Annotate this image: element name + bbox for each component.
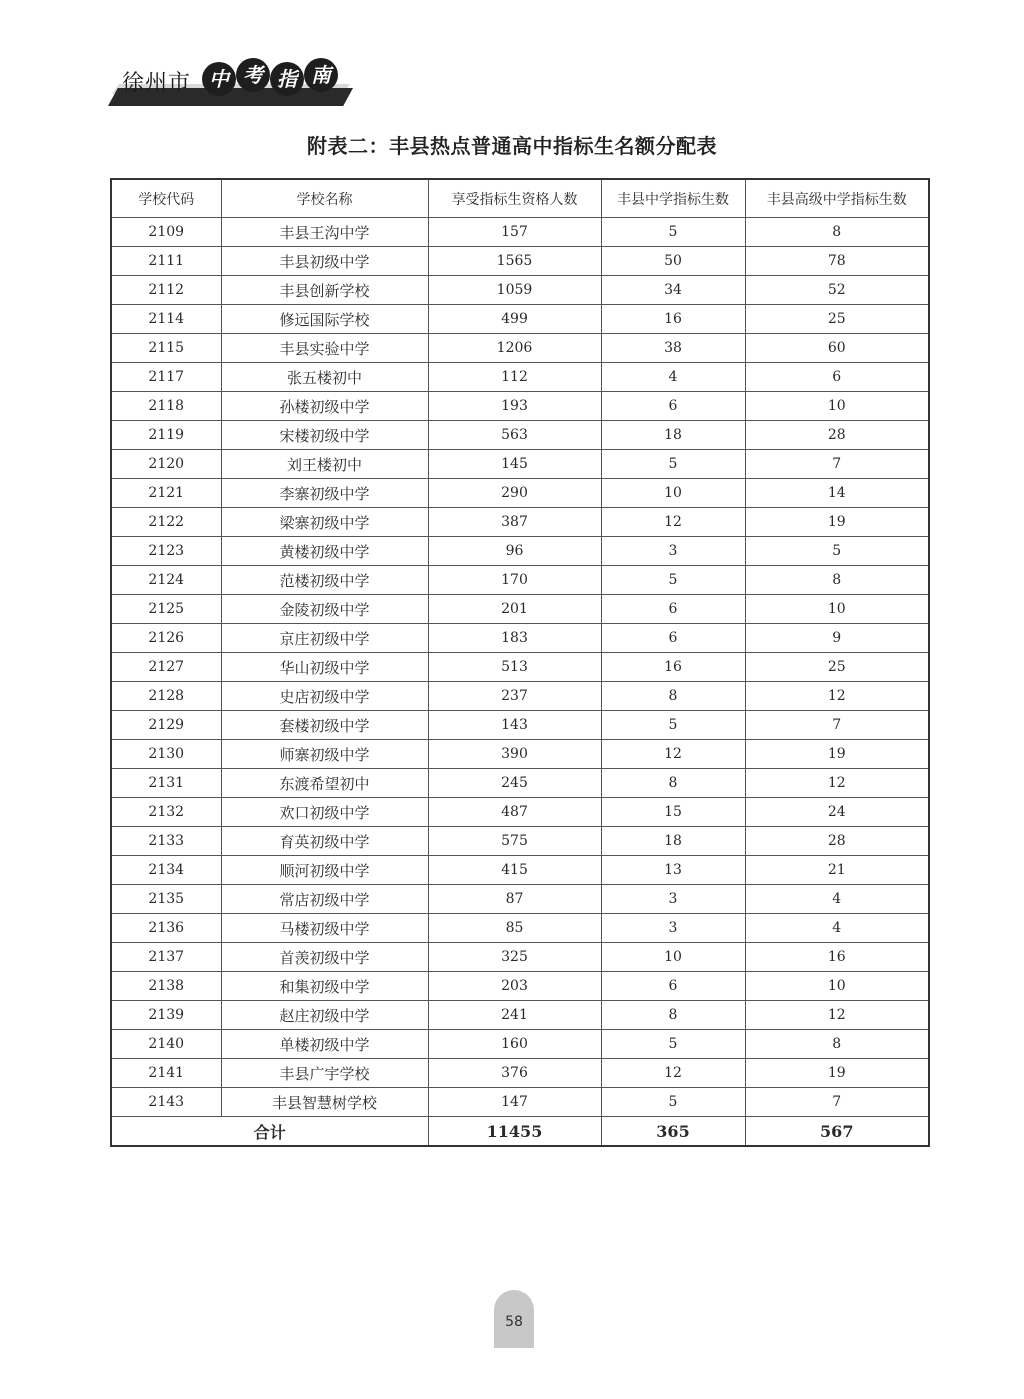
cell-fengxian-middle-quota: 8 bbox=[601, 769, 745, 798]
cell-fengxian-middle-quota: 10 bbox=[601, 479, 745, 508]
quota-table bbox=[110, 178, 930, 1147]
cell-school-code: 2126 bbox=[111, 624, 221, 653]
cell-school-code: 2143 bbox=[111, 1088, 221, 1117]
cell-eligible-count: 157 bbox=[428, 218, 601, 247]
cell-school-code: 2137 bbox=[111, 943, 221, 972]
header-fengxian-senior-quota: 丰县高级中学指标生数 bbox=[745, 179, 929, 218]
cell-school-name: 东渡希望初中 bbox=[221, 769, 428, 798]
cell-fengxian-senior-quota: 9 bbox=[745, 624, 929, 653]
cell-school-name: 丰县创新学校 bbox=[221, 276, 428, 305]
banner-city-label: 徐州市 bbox=[122, 71, 192, 96]
cell-school-name: 常店初级中学 bbox=[221, 885, 428, 914]
cell-eligible-count: 170 bbox=[428, 566, 601, 595]
cell-school-code: 2139 bbox=[111, 1001, 221, 1030]
cell-school-code: 2122 bbox=[111, 508, 221, 537]
cell-fengxian-senior-quota: 25 bbox=[745, 305, 929, 334]
cell-fengxian-middle-quota: 12 bbox=[601, 740, 745, 769]
header-eligible-count: 享受指标生资格人数 bbox=[428, 179, 601, 218]
cell-school-code: 2112 bbox=[111, 276, 221, 305]
page-number-tab bbox=[494, 1290, 534, 1348]
cell-fengxian-middle-quota: 34 bbox=[601, 276, 745, 305]
header-banner bbox=[108, 58, 358, 108]
cell-school-name: 首羡初级中学 bbox=[221, 943, 428, 972]
cell-eligible-count: 85 bbox=[428, 914, 601, 943]
cell-fengxian-senior-quota: 12 bbox=[745, 769, 929, 798]
page-number: 58 bbox=[505, 1314, 523, 1330]
cell-eligible-count: 499 bbox=[428, 305, 601, 334]
cell-school-code: 2131 bbox=[111, 769, 221, 798]
cell-fengxian-middle-quota: 5 bbox=[601, 450, 745, 479]
cell-school-code: 2140 bbox=[111, 1030, 221, 1059]
header-school-code: 学校代码 bbox=[111, 179, 221, 218]
cell-fengxian-senior-quota: 28 bbox=[745, 421, 929, 450]
cell-eligible-count: 290 bbox=[428, 479, 601, 508]
banner-char-1: 中 bbox=[202, 62, 236, 96]
cell-school-name: 修远国际学校 bbox=[221, 305, 428, 334]
banner-char-2: 考 bbox=[236, 58, 270, 92]
cell-school-name: 史店初级中学 bbox=[221, 682, 428, 711]
table-row bbox=[111, 508, 929, 537]
header-fengxian-middle-quota: 丰县中学指标生数 bbox=[601, 179, 745, 218]
cell-fengxian-middle-quota: 16 bbox=[601, 653, 745, 682]
table-row bbox=[111, 566, 929, 595]
cell-fengxian-middle-quota: 5 bbox=[601, 1088, 745, 1117]
cell-school-code: 2121 bbox=[111, 479, 221, 508]
cell-fengxian-middle-quota: 12 bbox=[601, 508, 745, 537]
cell-fengxian-senior-quota: 16 bbox=[745, 943, 929, 972]
table-row bbox=[111, 421, 929, 450]
cell-fengxian-senior-quota: 52 bbox=[745, 276, 929, 305]
cell-fengxian-senior-quota: 10 bbox=[745, 595, 929, 624]
cell-school-code: 2117 bbox=[111, 363, 221, 392]
cell-fengxian-middle-quota: 5 bbox=[601, 711, 745, 740]
cell-school-name: 和集初级中学 bbox=[221, 972, 428, 1001]
table-row bbox=[111, 914, 929, 943]
cell-fengxian-middle-quota: 50 bbox=[601, 247, 745, 276]
cell-school-code: 2130 bbox=[111, 740, 221, 769]
cell-fengxian-middle-quota: 5 bbox=[601, 1030, 745, 1059]
cell-school-name: 梁寨初级中学 bbox=[221, 508, 428, 537]
cell-school-name: 李寨初级中学 bbox=[221, 479, 428, 508]
table-header-row bbox=[111, 179, 929, 218]
table-row bbox=[111, 885, 929, 914]
cell-school-code: 2133 bbox=[111, 827, 221, 856]
cell-school-name: 华山初级中学 bbox=[221, 653, 428, 682]
cell-eligible-count: 183 bbox=[428, 624, 601, 653]
cell-fengxian-senior-quota: 14 bbox=[745, 479, 929, 508]
cell-fengxian-middle-quota: 3 bbox=[601, 537, 745, 566]
cell-fengxian-senior-quota: 7 bbox=[745, 711, 929, 740]
cell-eligible-count: 513 bbox=[428, 653, 601, 682]
table-row bbox=[111, 769, 929, 798]
cell-school-name: 范楼初级中学 bbox=[221, 566, 428, 595]
table-row bbox=[111, 247, 929, 276]
table-row bbox=[111, 479, 929, 508]
cell-fengxian-senior-quota: 8 bbox=[745, 1030, 929, 1059]
table-row bbox=[111, 624, 929, 653]
cell-fengxian-senior-quota: 60 bbox=[745, 334, 929, 363]
cell-eligible-count: 1059 bbox=[428, 276, 601, 305]
cell-eligible-count: 387 bbox=[428, 508, 601, 537]
table-row bbox=[111, 1001, 929, 1030]
cell-fengxian-senior-quota: 19 bbox=[745, 740, 929, 769]
cell-eligible-count: 87 bbox=[428, 885, 601, 914]
cell-school-name: 师寨初级中学 bbox=[221, 740, 428, 769]
cell-fengxian-middle-quota: 18 bbox=[601, 421, 745, 450]
table-row bbox=[111, 711, 929, 740]
cell-school-name: 丰县初级中学 bbox=[221, 247, 428, 276]
cell-school-name: 张五楼初中 bbox=[221, 363, 428, 392]
table-row bbox=[111, 972, 929, 1001]
table-row bbox=[111, 798, 929, 827]
cell-eligible-count: 415 bbox=[428, 856, 601, 885]
cell-fengxian-senior-quota: 10 bbox=[745, 392, 929, 421]
table-row bbox=[111, 856, 929, 885]
cell-fengxian-middle-quota: 5 bbox=[601, 566, 745, 595]
table-row bbox=[111, 392, 929, 421]
cell-school-code: 2125 bbox=[111, 595, 221, 624]
table-row bbox=[111, 450, 929, 479]
cell-fengxian-middle-quota: 12 bbox=[601, 1059, 745, 1088]
banner-char-3: 指 bbox=[270, 62, 304, 96]
cell-eligible-count: 325 bbox=[428, 943, 601, 972]
cell-school-code: 2119 bbox=[111, 421, 221, 450]
total-label: 合计 bbox=[111, 1117, 428, 1147]
cell-fengxian-middle-quota: 6 bbox=[601, 972, 745, 1001]
cell-fengxian-middle-quota: 18 bbox=[601, 827, 745, 856]
cell-fengxian-senior-quota: 12 bbox=[745, 1001, 929, 1030]
cell-school-name: 育英初级中学 bbox=[221, 827, 428, 856]
cell-school-name: 马楼初级中学 bbox=[221, 914, 428, 943]
cell-school-code: 2109 bbox=[111, 218, 221, 247]
cell-eligible-count: 201 bbox=[428, 595, 601, 624]
cell-fengxian-senior-quota: 8 bbox=[745, 566, 929, 595]
cell-school-name: 京庄初级中学 bbox=[221, 624, 428, 653]
cell-fengxian-senior-quota: 4 bbox=[745, 885, 929, 914]
cell-eligible-count: 241 bbox=[428, 1001, 601, 1030]
cell-school-code: 2118 bbox=[111, 392, 221, 421]
cell-eligible-count: 390 bbox=[428, 740, 601, 769]
table-row bbox=[111, 305, 929, 334]
header-school-name: 学校名称 bbox=[221, 179, 428, 218]
cell-eligible-count: 145 bbox=[428, 450, 601, 479]
cell-school-name: 丰县王沟中学 bbox=[221, 218, 428, 247]
cell-eligible-count: 203 bbox=[428, 972, 601, 1001]
banner-char-4: 南 bbox=[304, 58, 338, 92]
cell-fengxian-middle-quota: 6 bbox=[601, 392, 745, 421]
table-row bbox=[111, 1030, 929, 1059]
table-row bbox=[111, 1059, 929, 1088]
cell-school-code: 2115 bbox=[111, 334, 221, 363]
cell-fengxian-senior-quota: 10 bbox=[745, 972, 929, 1001]
cell-school-code: 2129 bbox=[111, 711, 221, 740]
cell-fengxian-senior-quota: 8 bbox=[745, 218, 929, 247]
table-row bbox=[111, 740, 929, 769]
cell-school-name: 套楼初级中学 bbox=[221, 711, 428, 740]
cell-school-code: 2123 bbox=[111, 537, 221, 566]
cell-eligible-count: 147 bbox=[428, 1088, 601, 1117]
cell-eligible-count: 575 bbox=[428, 827, 601, 856]
cell-fengxian-middle-quota: 10 bbox=[601, 943, 745, 972]
cell-fengxian-middle-quota: 13 bbox=[601, 856, 745, 885]
table-row bbox=[111, 334, 929, 363]
cell-school-code: 2127 bbox=[111, 653, 221, 682]
cell-school-code: 2128 bbox=[111, 682, 221, 711]
cell-school-name: 黄楼初级中学 bbox=[221, 537, 428, 566]
cell-fengxian-senior-quota: 4 bbox=[745, 914, 929, 943]
cell-school-name: 宋楼初级中学 bbox=[221, 421, 428, 450]
table-row bbox=[111, 218, 929, 247]
total-fengxian-senior-quota: 567 bbox=[745, 1117, 929, 1147]
cell-eligible-count: 563 bbox=[428, 421, 601, 450]
table-row bbox=[111, 653, 929, 682]
table-row bbox=[111, 827, 929, 856]
cell-fengxian-senior-quota: 21 bbox=[745, 856, 929, 885]
table-row bbox=[111, 276, 929, 305]
table-row bbox=[111, 682, 929, 711]
cell-school-code: 2132 bbox=[111, 798, 221, 827]
cell-school-code: 2141 bbox=[111, 1059, 221, 1088]
cell-school-name: 赵庄初级中学 bbox=[221, 1001, 428, 1030]
table-row bbox=[111, 1088, 929, 1117]
cell-fengxian-senior-quota: 78 bbox=[745, 247, 929, 276]
cell-school-code: 2114 bbox=[111, 305, 221, 334]
cell-school-code: 2124 bbox=[111, 566, 221, 595]
cell-eligible-count: 237 bbox=[428, 682, 601, 711]
cell-eligible-count: 160 bbox=[428, 1030, 601, 1059]
cell-fengxian-senior-quota: 24 bbox=[745, 798, 929, 827]
cell-fengxian-middle-quota: 6 bbox=[601, 624, 745, 653]
cell-fengxian-middle-quota: 8 bbox=[601, 1001, 745, 1030]
cell-school-name: 丰县智慧树学校 bbox=[221, 1088, 428, 1117]
cell-fengxian-middle-quota: 16 bbox=[601, 305, 745, 334]
cell-fengxian-senior-quota: 19 bbox=[745, 508, 929, 537]
cell-school-code: 2111 bbox=[111, 247, 221, 276]
cell-eligible-count: 143 bbox=[428, 711, 601, 740]
total-fengxian-middle-quota: 365 bbox=[601, 1117, 745, 1147]
cell-school-name: 欢口初级中学 bbox=[221, 798, 428, 827]
cell-school-code: 2138 bbox=[111, 972, 221, 1001]
cell-fengxian-senior-quota: 6 bbox=[745, 363, 929, 392]
table-row bbox=[111, 943, 929, 972]
cell-school-code: 2120 bbox=[111, 450, 221, 479]
cell-eligible-count: 1206 bbox=[428, 334, 601, 363]
cell-school-name: 刘王楼初中 bbox=[221, 450, 428, 479]
cell-fengxian-middle-quota: 6 bbox=[601, 595, 745, 624]
table-row bbox=[111, 595, 929, 624]
cell-fengxian-senior-quota: 12 bbox=[745, 682, 929, 711]
cell-eligible-count: 96 bbox=[428, 537, 601, 566]
table-body bbox=[111, 218, 929, 1147]
cell-eligible-count: 376 bbox=[428, 1059, 601, 1088]
cell-fengxian-senior-quota: 19 bbox=[745, 1059, 929, 1088]
cell-fengxian-middle-quota: 38 bbox=[601, 334, 745, 363]
table-row bbox=[111, 537, 929, 566]
page-title: 附表二：丰县热点普通高中指标生名额分配表 bbox=[307, 134, 717, 158]
cell-school-name: 丰县实验中学 bbox=[221, 334, 428, 363]
cell-fengxian-senior-quota: 28 bbox=[745, 827, 929, 856]
table-total-row bbox=[111, 1117, 929, 1147]
cell-fengxian-senior-quota: 7 bbox=[745, 450, 929, 479]
cell-school-code: 2135 bbox=[111, 885, 221, 914]
cell-fengxian-middle-quota: 5 bbox=[601, 218, 745, 247]
cell-eligible-count: 193 bbox=[428, 392, 601, 421]
cell-school-code: 2136 bbox=[111, 914, 221, 943]
cell-fengxian-senior-quota: 7 bbox=[745, 1088, 929, 1117]
cell-eligible-count: 245 bbox=[428, 769, 601, 798]
cell-school-code: 2134 bbox=[111, 856, 221, 885]
cell-school-name: 孙楼初级中学 bbox=[221, 392, 428, 421]
cell-school-name: 顺河初级中学 bbox=[221, 856, 428, 885]
cell-fengxian-senior-quota: 5 bbox=[745, 537, 929, 566]
cell-fengxian-middle-quota: 3 bbox=[601, 885, 745, 914]
cell-eligible-count: 487 bbox=[428, 798, 601, 827]
cell-fengxian-middle-quota: 4 bbox=[601, 363, 745, 392]
table-row bbox=[111, 363, 929, 392]
cell-school-name: 丰县广宇学校 bbox=[221, 1059, 428, 1088]
cell-school-name: 单楼初级中学 bbox=[221, 1030, 428, 1059]
cell-eligible-count: 1565 bbox=[428, 247, 601, 276]
cell-fengxian-senior-quota: 25 bbox=[745, 653, 929, 682]
cell-eligible-count: 112 bbox=[428, 363, 601, 392]
cell-fengxian-middle-quota: 15 bbox=[601, 798, 745, 827]
cell-fengxian-middle-quota: 3 bbox=[601, 914, 745, 943]
cell-school-name: 金陵初级中学 bbox=[221, 595, 428, 624]
cell-fengxian-middle-quota: 8 bbox=[601, 682, 745, 711]
total-eligible-count: 11455 bbox=[428, 1117, 601, 1147]
